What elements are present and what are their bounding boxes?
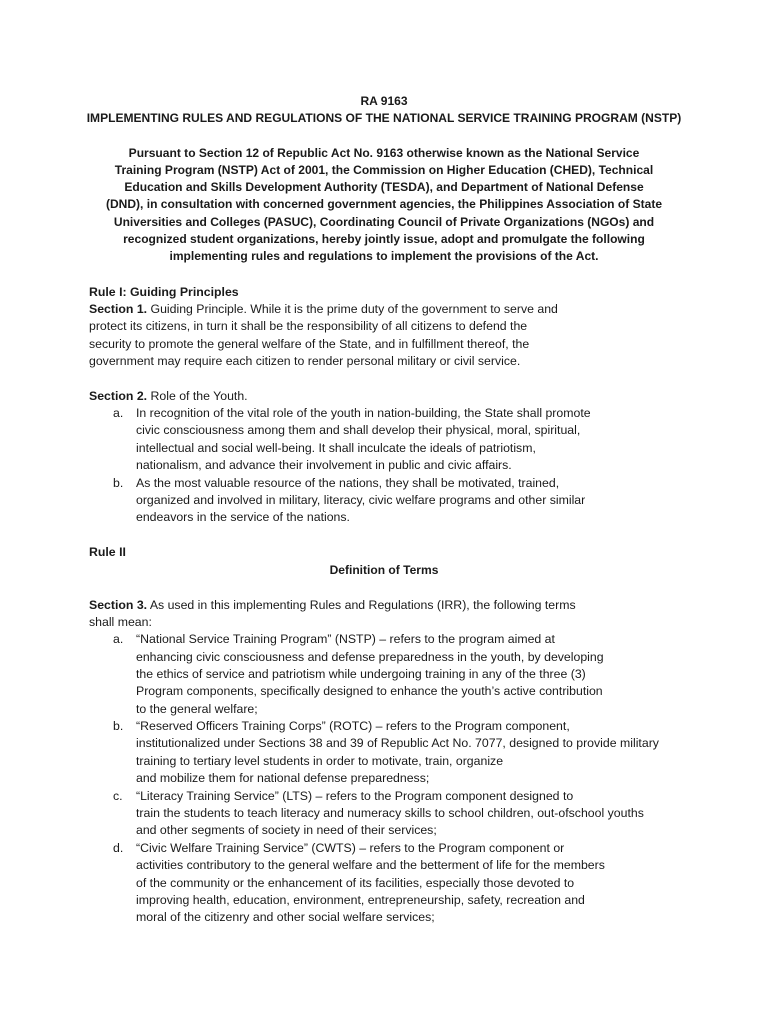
list-marker: b. — [113, 476, 124, 490]
list-marker: d. — [113, 841, 124, 855]
list-item-line: improving health, education, environment, entrepreneurship, safety, recreation and — [136, 893, 585, 907]
list-item-line: and other segments of society in need of their services; — [136, 823, 437, 837]
preamble-line: (DND), in consultation with concerned government agencies, the Philippines Association of State — [105, 197, 663, 211]
list-item-line: “Reserved Officers Training Corps” (ROTC) – refers to the Program component, — [136, 719, 570, 733]
list-item-line: “Literacy Training Service” (LTS) – refers to the Program component designed to — [136, 789, 574, 803]
rule-1-heading: Rule I: Guiding Principles — [89, 285, 239, 299]
list-item-line: enhancing civic consciousness and defense preparedness in the youth, by developing — [136, 650, 604, 664]
list-marker: c. — [113, 789, 123, 803]
rule-2-subheading: Definition of Terms — [329, 563, 439, 577]
list-item-line: “Civic Welfare Training Service” (CWTS) – refers to the Program component or — [136, 841, 565, 855]
preamble-line: Education and Skills Development Authority (TESDA), and Department of National Defense — [124, 180, 644, 194]
section-3-label: Section 3. — [89, 598, 148, 612]
list-item-line: of the community or the enhancement of its facilities, especially those devoted to — [136, 876, 575, 890]
section-2-label: Section 2. — [89, 389, 148, 403]
section-3-text: As used in this implementing Rules and Regulations (IRR), the following terms — [147, 598, 576, 612]
preamble-line: Training Program (NSTP) Act of 2001, the Commission on Higher Education (CHED), Technical — [114, 163, 654, 177]
section-1-line: government may require each citizen to render personal military or civil service. — [89, 354, 521, 368]
rule-2-heading: Rule II — [89, 545, 126, 559]
section-2-heading — [89, 388, 248, 405]
list-item-line: intellectual and social well-being. It shall inculcate the ideals of patriotism, — [136, 441, 536, 455]
list-marker: b. — [113, 719, 124, 733]
list-marker: a. — [113, 632, 124, 646]
list-item-line: train the students to teach literacy and numeracy skills to school children, out-ofschool youths — [136, 806, 644, 820]
list-item-line: “National Service Training Program” (NSTP) – refers to the program aimed at — [136, 632, 555, 646]
list-item-line: to the general welfare; — [136, 702, 258, 716]
doc-title: IMPLEMENTING RULES AND REGULATIONS OF THE NATIONAL SERVICE TRAINING PROGRAM (NSTP) — [86, 111, 682, 125]
list-item-line: and mobilize them for national defense preparedness; — [136, 771, 430, 785]
section-3-line: shall mean: — [89, 615, 152, 629]
list-item-line: As the most valuable resource of the nations, they shall be motivated, trained, — [136, 476, 560, 490]
section-3-first-line — [89, 597, 576, 614]
preamble-line: implementing rules and regulations to implement the provisions of the Act. — [169, 249, 599, 263]
list-marker: a. — [113, 406, 124, 420]
preamble-line: Pursuant to Section 12 of Republic Act No. 9163 otherwise known as the National Service — [128, 146, 640, 160]
doc-ra-number: RA 9163 — [360, 94, 408, 108]
list-item-line: Program components, specifically designed to enhance the youth’s active contribution — [136, 684, 603, 698]
section-2-title: Role of the Youth. — [147, 389, 248, 403]
list-item-line: activities contributory to the general welfare and the betterment of life for the members — [136, 858, 605, 872]
list-item-line: nationalism, and advance their involvement in public and civic affairs. — [136, 458, 512, 472]
section-1-line: security to promote the general welfare of the State, and in fulfillment thereof, the — [89, 337, 530, 351]
list-item-line: training to tertiary level students in order to motivate, train, organize — [136, 754, 504, 768]
section-1-line: protect its citizens, in turn it shall be the responsibility of all citizens to defend the — [89, 319, 528, 333]
section-1-text: Guiding Principle. While it is the prime duty of the government to serve and — [147, 302, 558, 316]
list-item-line: endeavors in the service of the nations. — [136, 510, 350, 524]
preamble-line: recognized student organizations, hereby jointly issue, adopt and promulgate the following — [123, 232, 645, 246]
list-item-line: moral of the citizenry and other social welfare services; — [136, 910, 435, 924]
list-item-line: institutionalized under Sections 38 and 39 of Republic Act No. 7077, designed to provide military — [136, 736, 659, 750]
list-item-line: In recognition of the vital role of the youth in nation-building, the State shall promote — [136, 406, 591, 420]
section-1-first-line — [89, 301, 558, 318]
preamble-line: Universities and Colleges (PASUC), Coordinating Council of Private Organizations (NGOs) and — [113, 215, 655, 229]
section-1-label: Section 1. — [89, 302, 148, 316]
list-item-line: organized and involved in military, literacy, civic welfare programs and other similar — [136, 493, 586, 507]
list-item-line: civic consciousness among them and shall develop their physical, moral, spiritual, — [136, 423, 581, 437]
list-item-line: the ethics of service and patriotism while undergoing training in any of the three (3) — [136, 667, 586, 681]
